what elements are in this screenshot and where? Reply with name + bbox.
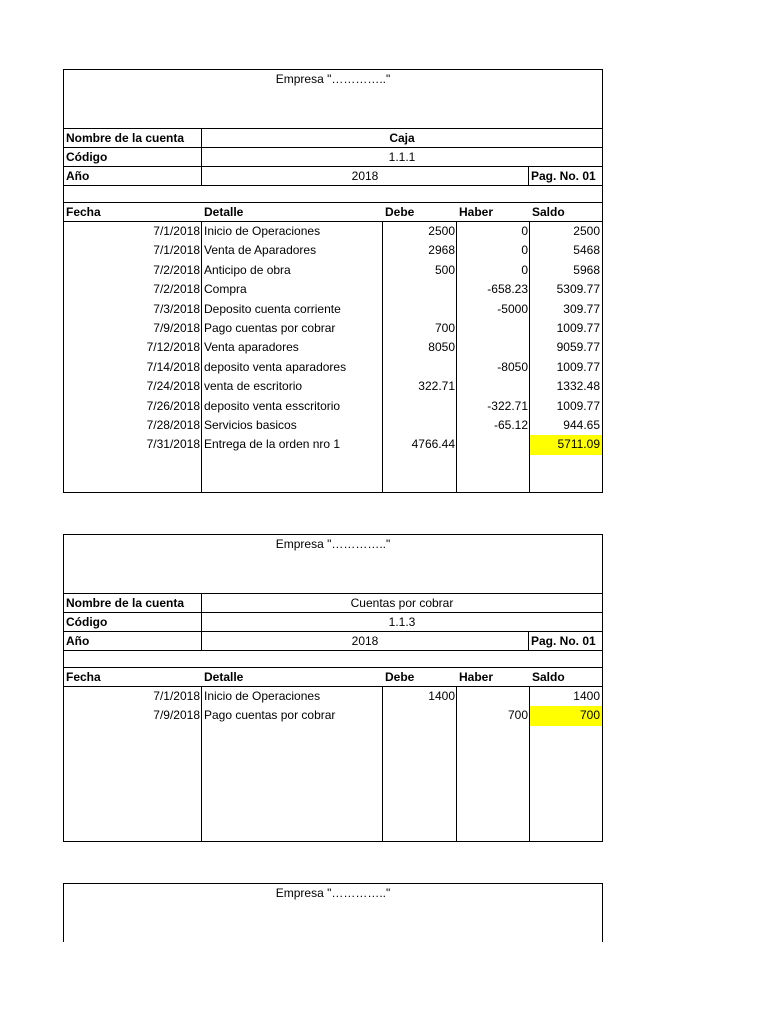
cell-detalle: Venta aparadores — [204, 340, 299, 355]
cell-haber — [457, 377, 530, 396]
account-name-row — [64, 593, 602, 612]
account-code-row — [64, 612, 602, 631]
spacer-row — [64, 185, 602, 202]
cell-fecha: 7/12/2018 — [146, 340, 200, 355]
company-header — [64, 535, 602, 593]
company-name: Empresa "………….." — [275, 537, 391, 551]
account-code-row — [64, 147, 602, 166]
cell-detalle: Compra — [204, 282, 247, 297]
cell-haber: 700 — [507, 708, 528, 723]
table-row — [64, 280, 602, 299]
cell-fecha: 7/2/2018 — [153, 282, 200, 297]
cell-fecha: 7/26/2018 — [146, 398, 200, 413]
cell-saldo: 9059.77 — [556, 340, 600, 355]
header-debe: Debe — [385, 205, 415, 219]
ledger-caja — [63, 69, 603, 493]
cell-detalle: Inicio de Operaciones — [204, 689, 321, 703]
table-row — [64, 338, 602, 357]
header-detalle: Detalle — [204, 670, 244, 684]
cell-saldo: 5968 — [573, 262, 600, 277]
cell-fecha: 7/24/2018 — [146, 379, 200, 394]
table-row — [64, 222, 602, 241]
account-name-label: Nombre de la cuenta — [64, 594, 202, 612]
cell-debe: 1400 — [428, 689, 455, 703]
company-header — [64, 884, 602, 901]
cell-fecha: 7/3/2018 — [153, 301, 200, 316]
cell-saldo: 1009.77 — [556, 398, 600, 413]
cell-fecha: 7/9/2018 — [153, 708, 200, 723]
cell-detalle: deposito venta aparadores — [204, 359, 347, 374]
year-row — [64, 166, 602, 185]
company-name: Empresa "………….." — [275, 886, 391, 900]
table-row — [64, 687, 602, 706]
cell-detalle: deposito venta esscritorio — [204, 398, 341, 413]
column-headers — [64, 667, 602, 686]
cell-fecha: 7/31/2018 — [146, 437, 200, 452]
cell-haber: -658.23 — [487, 282, 528, 297]
cell-haber: 0 — [521, 243, 528, 258]
cell-debe: 322.71 — [418, 379, 455, 394]
cell-saldo: 309.77 — [563, 301, 600, 316]
table-row — [64, 397, 602, 416]
header-haber: Haber — [459, 205, 494, 219]
company-name: Empresa "………….." — [275, 72, 391, 86]
header-saldo: Saldo — [532, 205, 565, 219]
header-fecha: Fecha — [66, 670, 101, 684]
cell-haber: -5000 — [497, 301, 528, 316]
cell-detalle: Anticipo de obra — [204, 262, 291, 277]
header-saldo: Saldo — [532, 670, 565, 684]
cell-debe: 2968 — [428, 243, 455, 258]
cell-detalle: Pago cuentas por cobrar — [204, 708, 336, 723]
cell-debe — [383, 300, 457, 319]
cell-saldo: 1009.77 — [556, 320, 600, 335]
cell-saldo: 5468 — [573, 243, 600, 258]
cell-debe: 4766.44 — [411, 437, 455, 452]
account-name-label: Nombre de la cuenta — [64, 129, 202, 147]
cell-detalle: Inicio de Operaciones — [204, 224, 321, 238]
table-row — [64, 358, 602, 377]
cell-fecha: 7/1/2018 — [153, 224, 200, 238]
account-code-value: 1.1.1 — [388, 150, 416, 164]
cell-haber: 0 — [521, 224, 528, 238]
cell-detalle: Servicios basicos — [204, 417, 297, 432]
cell-saldo: 2500 — [573, 224, 600, 238]
table-row — [64, 300, 602, 319]
header-haber: Haber — [459, 670, 494, 684]
page-number: Pag. No. 01 — [528, 167, 602, 185]
cell-saldo: 944.65 — [563, 417, 600, 432]
cell-fecha: 7/2/2018 — [153, 262, 200, 277]
account-code-label: Código — [64, 148, 202, 166]
ledger-partial — [63, 883, 603, 942]
account-name-value: Caja — [389, 131, 415, 145]
cell-haber: -322.71 — [487, 398, 528, 413]
page-number: Pag. No. 01 — [528, 632, 602, 650]
cell-haber — [457, 435, 530, 454]
cell-debe: 700 — [434, 320, 455, 335]
account-name-row — [64, 128, 602, 147]
cell-haber — [457, 338, 530, 357]
cell-saldo: 5309.77 — [556, 282, 600, 297]
cell-debe: 2500 — [428, 224, 455, 238]
cell-haber — [457, 687, 530, 706]
cell-fecha: 7/9/2018 — [153, 320, 200, 335]
year-value: 2018 — [351, 169, 379, 183]
cell-saldo: 1009.77 — [556, 359, 600, 374]
cell-detalle: Venta de Aparadores — [204, 243, 317, 258]
cell-fecha: 7/28/2018 — [146, 417, 200, 432]
table-row — [64, 377, 602, 396]
cell-detalle: Deposito cuenta corriente — [204, 301, 341, 316]
cell-debe — [383, 280, 457, 299]
cell-fecha: 7/1/2018 — [153, 243, 200, 258]
cell-haber: -8050 — [497, 359, 528, 374]
year-row — [64, 631, 602, 650]
column-headers — [64, 202, 602, 221]
cell-debe — [383, 358, 457, 377]
spacer-row — [64, 650, 602, 667]
year-label: Año — [64, 632, 202, 650]
cell-fecha: 7/1/2018 — [153, 689, 200, 703]
account-code-value: 1.1.3 — [388, 615, 416, 629]
cell-haber — [457, 319, 530, 338]
cell-debe — [383, 416, 457, 435]
account-code-label: Código — [64, 613, 202, 631]
cell-debe — [383, 397, 457, 416]
cell-fecha: 7/14/2018 — [146, 359, 200, 374]
header-detalle: Detalle — [204, 205, 244, 219]
cell-detalle: venta de escritorio — [204, 379, 303, 394]
cell-detalle: Entrega de la orden nro 1 — [204, 437, 341, 452]
cell-saldo: 700 — [530, 706, 602, 725]
header-fecha: Fecha — [66, 205, 101, 219]
ledger-body — [64, 221, 602, 492]
table-row — [64, 416, 602, 435]
table-row — [64, 706, 602, 725]
table-row — [64, 261, 602, 280]
table-row — [64, 319, 602, 338]
cell-haber: -65.12 — [493, 417, 528, 432]
cell-detalle: Pago cuentas por cobrar — [204, 320, 336, 335]
year-label: Año — [64, 167, 202, 185]
account-name-value: Cuentas por cobrar — [350, 596, 454, 610]
table-row — [64, 435, 602, 454]
cell-saldo: 5711.09 — [530, 435, 602, 454]
cell-debe: 500 — [434, 262, 455, 277]
ledger-cuentas-por-cobrar — [63, 534, 603, 842]
ledger-body — [64, 686, 602, 841]
cell-haber: 0 — [521, 262, 528, 277]
table-row — [64, 241, 602, 260]
cell-debe: 8050 — [428, 340, 455, 355]
header-debe: Debe — [385, 670, 415, 684]
cell-saldo: 1400 — [573, 689, 600, 703]
company-header — [64, 70, 602, 128]
cell-debe — [383, 706, 457, 725]
cell-saldo: 1332.48 — [556, 379, 600, 394]
year-value: 2018 — [351, 634, 379, 648]
